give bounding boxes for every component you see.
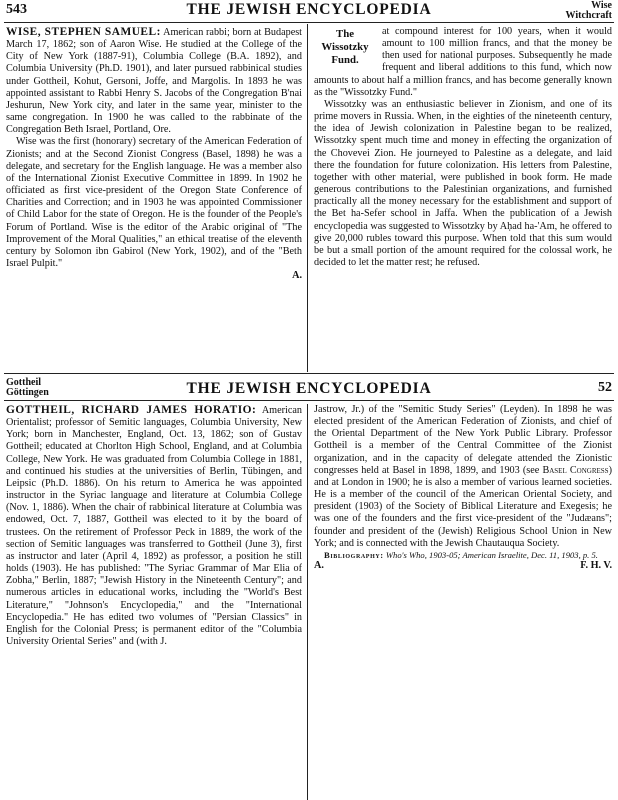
basel-congress-cross-reference: Basel Congress	[542, 464, 609, 476]
wise-headword: WISE, STEPHEN SAMUEL:	[6, 26, 161, 38]
bibliography-text: Who's Who, 1903-05; American Israelite, Dec. 11, 1903, p. 5.	[385, 549, 598, 560]
sidenote-line1: The	[336, 28, 354, 40]
gottheil-signature-right: F. H. V.	[580, 559, 612, 571]
top-header-rule	[4, 22, 614, 23]
bottom-page-number: 52	[598, 380, 612, 395]
sidenote-line3: Fund.	[331, 54, 359, 66]
gottheil-text-cont2: ) and at London in 1900; he is also a member of various learned societies. He is a member of the council of the American Oriental Society, and president (1903) of the Society of Biblical Literature and Exegesis; he was one of the founders and the first vice-president of the "Judæans"; founder and president of the (Jewish) Religious School Union in New York; and is connected with the Jewish Chautauqua Society.	[314, 464, 612, 549]
gottheil-paragraph-1-continued	[314, 404, 612, 550]
wise-signature: A.	[292, 270, 302, 282]
gottheil-signature	[314, 560, 612, 572]
gottheil-bibliography	[314, 550, 612, 560]
wise-text-1: American rabbi; born at Budapest March 17, 1862; son of Aaron Wise. He studied at the College of the City of New York (1887-91), Columbia College (B.A. 1892), and Columbia University (Ph.D. 1901), and later pursued rabbinical studies under Gottheil, Kohut, Gersoni, Joffe, and Margolis. In 1893 he was appointed assistant to Rabbi Henry S. Jacobs of the Congregation B'nai Jeshurun, New York city, and later in the same year, minister to the same congregation. In 1900 he was called to the rabbinate of the Congregation Beth Israel, Portland, Ore.	[6, 27, 302, 136]
bottom-side-heading-line1: Gottheil	[6, 377, 41, 388]
top-side-heading	[566, 1, 612, 21]
top-side-heading-line2: Witchcraft	[565, 10, 612, 21]
article-wissotzky	[314, 26, 612, 372]
gottheil-headword: GOTTHEIL, RICHARD JAMES HORATIO:	[6, 404, 257, 416]
bibliography-label: Bibliography:	[324, 549, 384, 560]
top-page-header	[0, 0, 618, 22]
gottheil-text-1: American Orientalist; professor of Semitic languages, Columbia University, New York; born in Manchester, England, Oct. 13, 1862; son of Gustav Gottheil; educated at Chorlton High School, England, and at Columbia College, New York. He was graduated from Columbia College in 1881, and continued his studies at the universities of Berlin, Tübingen, and Leipsic (Ph.D. 1886). On his return to America he was appointed instructor in the Syriac language and literature at Columbia College (Nov. 1, 1886). When the chair of rabbinical literature at Columbia was endowed, Oct. 7, 1887, Gottheil was elected to it by the board of trustees. On the retirement of Professor Peck in 1889, the work of the section of Semitic languages was transferred to Gottheil (June 3), first as instructor and later (April 4, 1892) as professor, a position he still holds (1903). He has published: "The Syriac Grammar of Mar Elia of Zobha," Berlin, 1887; "Jewish History in the Nineteenth Century"; and numerous articles in educational works, including the "World's Best Literature," "Johnson's Encyclopedia," and the "International Encyclopedia." He has edited two volumes of "Persian Classics" in English for the Colonial Press; is permanent editor of the "Columbia University Oriental Series" and (with J.	[6, 405, 302, 647]
bottom-page-header	[0, 376, 618, 398]
wise-paragraph-2: Wise was the first (honorary) secretary of the American Federation of Zionists; and at the Second Zionist Congress (Basel, 1898) he was a delegate, and secretary for the English language. He was a member also of the International Zionist Executive Committee in 1899. In 1902 he officiated as first vice-president of the Oregon State Conference of Charities and Correction; and in 1903 he was appointed Commissioner of Child Labor for the state of Oregon. He is the founder of the People's Forum of Portland. Wise is the editor of the Arabic original of "The Improvement of the Moral Qualities," an ethical treatise of the eleventh century by Solomon ibn Gabirol (New York, 1902), and of the "Beth Israel Pulpit."	[6, 136, 302, 269]
wissotzky-text-0: at compound interest for 100 years, when it would amount to 100 million francs, and that the money be then used for national purposes.	[382, 26, 612, 62]
top-column-divider	[307, 24, 308, 372]
gottheil-signature-left: A.	[314, 559, 324, 571]
wissotzky-paragraph-0	[314, 26, 612, 99]
article-gottheil	[6, 404, 302, 800]
wise-paragraph-1	[6, 26, 302, 136]
wissotzky-text-0b: Subsequently he made frequent and liberal additions to this fund, which now amounts to about half a million francs, and has become generally known as the "Wissotzky Fund."	[314, 50, 612, 98]
gottheil-text-cont: Jastrow, Jr.) of the "Semitic Study Series" (Leyden). In 1898 he was elected president of the American Federation of Zionists, and chief of the Oriental Department of the New York Public Library. Professor Gottheil is a member of the Central Committee of the Zionist organization, and in the capacity of delegate attended the Zionistic congresses held at Basel in 1898, 1899, and 1903 (see	[314, 404, 612, 476]
bottom-side-heading-line2: Göttingen	[6, 387, 49, 398]
bottom-header-rule	[4, 400, 614, 401]
gottheil-paragraph-1	[6, 404, 302, 648]
top-side-heading-line1: Wise	[591, 0, 612, 11]
top-running-title: THE JEWISH ENCYCLOPEDIA	[186, 1, 432, 18]
mid-separator-rule	[4, 373, 614, 374]
top-page-number: 543	[6, 2, 27, 17]
wissotzky-fund-sidenote	[314, 28, 376, 67]
article-gottheil-continued	[314, 404, 612, 800]
article-wise	[6, 26, 302, 372]
bottom-column-divider	[307, 404, 308, 800]
sidenote-line2: Wissotzky	[321, 41, 369, 53]
wissotzky-paragraph-1: Wissotzky was an enthusiastic believer in Zionism, and one of its prime movers in Russia. When, in the eighties of the nineteenth century, the idea of Jewish colonization in Palestine began to be realized, Wissotzky spent much time and money in effecting the organization of the Chovevei Zion. He journeyed to Palestine as a delegate, and laid there the foundation for future colonization. His letters from Palestine, together with other material, were published in book form. He made generous contributions to the Palestinian organizations, and furnished practically all the money necessary for the establishment and support of the Bet ha-Sefer school in Jaffa. When the publication of a Jewish encyclopedia was suggested to Wissotzky by Aḥad ha-'Am, he offered to give 20,000 rubles toward this purpose. When told that this sum would be but a small portion of the amount required for the colossal work, he decided to let the matter rest; he refused.	[314, 98, 612, 268]
bottom-running-title: THE JEWISH ENCYCLOPEDIA	[186, 380, 432, 397]
